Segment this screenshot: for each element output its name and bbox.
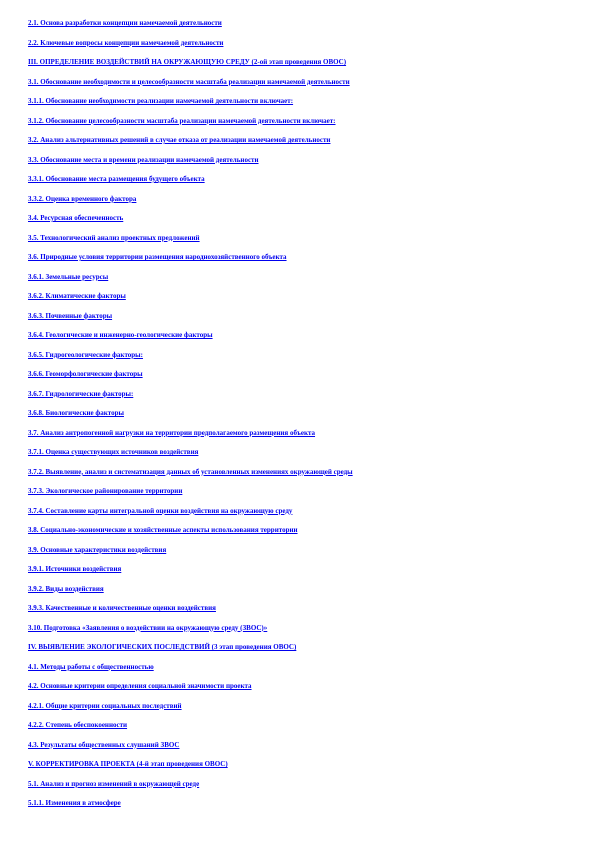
toc-link[interactable]: 3.10. Подготовка «Заявления о воздействии на окружающую среду (ЗВОС)» [28,623,268,632]
toc-link[interactable]: 3.7.4. Составление карты интегральной оценки воздействия на окружающую среду [28,506,293,515]
toc-link[interactable]: 3.6.8. Биологические факторы [28,409,124,417]
toc-link[interactable]: 4.1. Методы работы с общественностью [28,662,154,671]
toc-link[interactable]: 2.2. Ключевые вопросы концепции намечаемой деятельности [28,38,224,47]
toc-link[interactable]: 3.6.6. Геоморфологические факторы [28,370,143,378]
toc-link[interactable]: 5.1.1. Изменения в атмосфере [28,799,121,807]
toc-link[interactable]: 3.8. Социально-экономические и хозяйственные аспекты использования территории [28,526,298,534]
toc-link[interactable]: 3.4. Ресурсная обеспеченность [28,214,124,222]
toc-link[interactable]: 3.9.2. Виды воздействия [28,584,104,593]
toc-link[interactable]: 3.1.2. Обоснование целесообразности масштаба реализации намечаемой деятельности включает: [28,116,336,125]
toc-link[interactable]: 5.1. Анализ и прогноз изменений в окружающей среде [28,779,200,788]
toc-link[interactable]: 3.1. Обоснование необходимости и целесообразности масштаба реализации намечаемой деятельности [28,77,350,86]
toc-link[interactable]: 3.1.1. Обоснование необходимости реализации намечаемой деятельности включает: [28,97,294,105]
toc-link[interactable]: 2.1. Основа разработки концепции намечаемой деятельности [28,19,222,27]
toc-link[interactable]: 3.6.4. Геологические и инженерно-геологические факторы [28,331,213,339]
toc-link[interactable]: 4.3. Результаты общественных слушаний ЗВОС [28,740,180,749]
toc-link[interactable]: 3.9.3. Качественные и количественные оценки воздействия [28,604,216,612]
toc-link[interactable]: 3.9.1. Источники воздействия [28,565,122,573]
toc-link[interactable]: 3.6.2. Климатические факторы [28,292,126,300]
toc-link[interactable]: 3.7.3. Экологическое районирование территории [28,487,183,495]
toc-link[interactable]: 3.3.2. Оценка временного фактора [28,194,137,203]
table-of-contents [28,16,588,816]
toc-link[interactable]: 4.2.2. Степень обеспокоенности [28,721,128,729]
toc-link[interactable]: 4.2. Основные критерии определения социальной значимости проекта [28,682,252,690]
toc-link[interactable]: 3.7. Анализ антропогенной нагрузки на территории предполагаемого размещения объекта [28,428,316,437]
toc-link[interactable]: 3.6.3. Почвенные факторы [28,311,113,320]
toc-link[interactable]: 3.6.5. Гидрогеологические факторы: [28,350,143,359]
toc-link[interactable]: V. КОРРЕКТИРОВКА ПРОЕКТА (4-й этап проведения ОВОС) [28,760,228,768]
toc-link[interactable]: III. ОПРЕДЕЛЕНИЕ ВОЗДЕЙСТВИЙ НА ОКРУЖАЮЩУЮ СРЕДУ (2-ой этап проведения ОВОС) [28,58,347,66]
toc-link[interactable]: 3.6.7. Гидрологические факторы: [28,389,134,398]
toc-link[interactable]: 3.7.2. Выявление, анализ и систематизация данных об установленных изменениях окружающей среды [28,467,353,476]
toc-link[interactable]: 3.6.1. Земельные ресурсы [28,272,109,281]
toc-link[interactable]: 3.3. Обоснование места и времени реализации намечаемой деятельности [28,155,259,164]
toc-link[interactable]: 4.2.1. Общие критерии социальных последствий [28,701,182,710]
toc-link[interactable]: 3.3.1. Обоснование места размещения будущего объекта [28,175,205,183]
toc-link[interactable]: 3.7.1. Оценка существующих источников воздействия [28,448,199,456]
toc-link[interactable]: 3.2. Анализ альтернативных решений в случае отказа от реализации намечаемой деятельности [28,136,331,144]
toc-link[interactable]: 3.9. Основные характеристики воздействия [28,545,167,554]
toc-link[interactable]: IV. ВЫЯВЛЕНИЕ ЭКОЛОГИЧЕСКИХ ПОСЛЕДСТВИЙ (3 этап проведения ОВОС) [28,643,297,651]
toc-link[interactable]: 3.5. Технологический анализ проектных предложений [28,233,200,242]
toc-link[interactable]: 3.6. Природные условия территории размещения народнохозяйственного объекта [28,253,287,261]
